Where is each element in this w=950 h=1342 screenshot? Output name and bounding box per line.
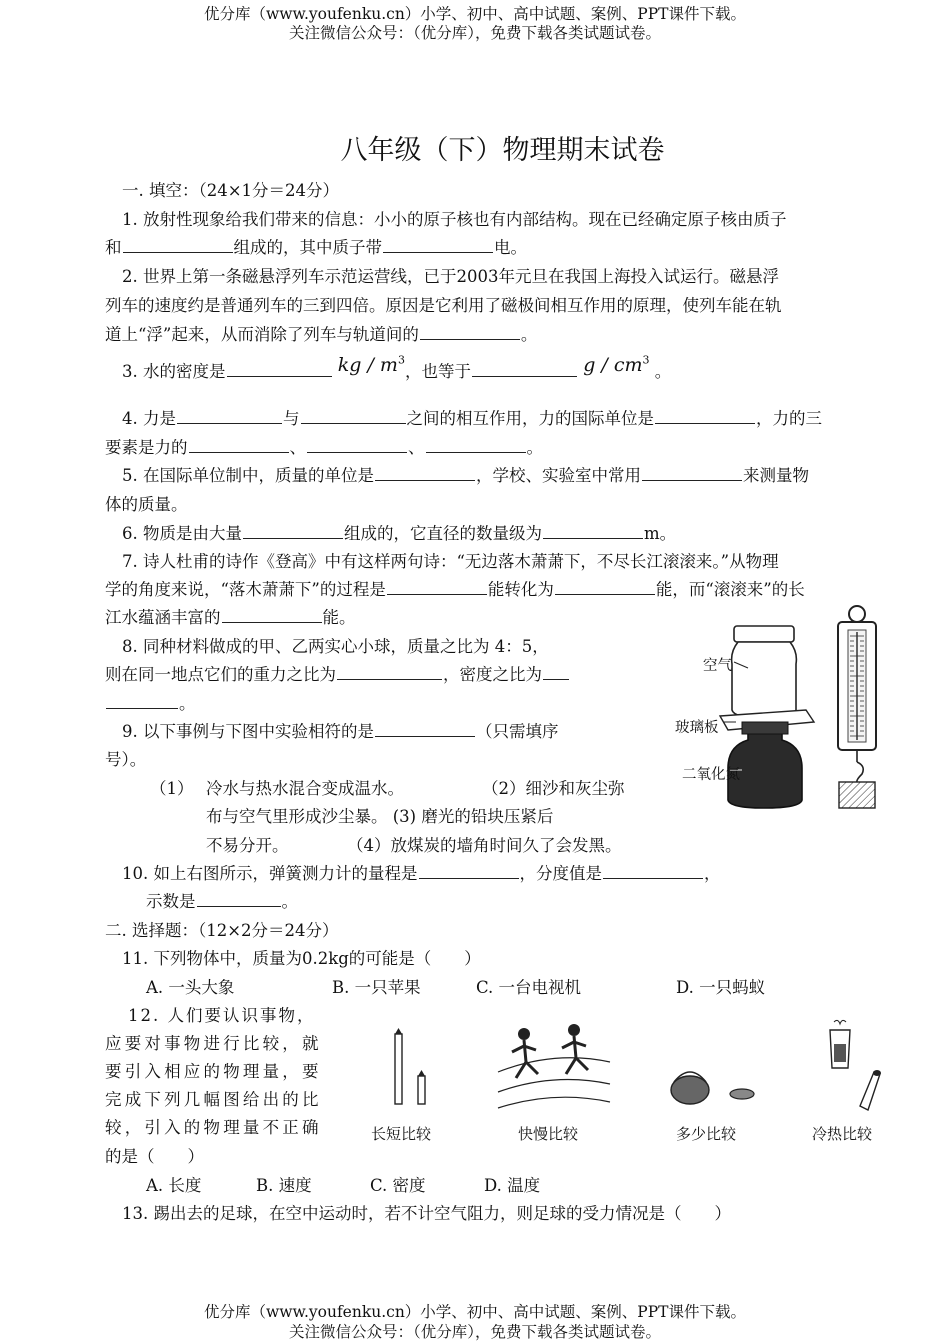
q3-line: 3. 水的密度是 kg / $m^3$，也等于 g / $cm^3$ 。 bbox=[122, 353, 672, 381]
section1-heading: 一. 填空：（24×1分＝24分） bbox=[122, 181, 340, 200]
q6-blank-1[interactable] bbox=[243, 523, 343, 539]
q9-option-1-text: 冷水与热水混合变成温水。 bbox=[206, 779, 404, 798]
upper-jar-mouth bbox=[734, 626, 794, 642]
q4-blank-6[interactable] bbox=[426, 437, 526, 453]
q8-blank-2b[interactable] bbox=[106, 693, 178, 709]
q5-line1: 5. 在国际单位制中，质量的单位是 ，学校、实验室中常用 来测量物 bbox=[122, 466, 809, 485]
section2-heading: 二. 选择题：（12×2分＝24分） bbox=[105, 921, 339, 940]
q1-line2: 和 组成的，其中质子带 电。 bbox=[105, 238, 527, 257]
caption-quantity: 多少比较 bbox=[676, 1125, 737, 1143]
q3-blank-2[interactable] bbox=[472, 361, 577, 377]
q3-unit-1: kg / $m^3$ bbox=[337, 353, 405, 376]
q8-line2: 则在同一地点它们的重力之比为 ，密度之比为 bbox=[105, 661, 570, 685]
q8-blank-2a[interactable] bbox=[543, 664, 569, 680]
q12-line6: 的是（ ） bbox=[105, 1147, 204, 1166]
q11-option-b[interactable]: B. 一只苹果 bbox=[332, 978, 421, 997]
figure-label-air: 空气 bbox=[703, 658, 732, 674]
q10-line2: 示数是 。 bbox=[146, 892, 298, 911]
q12-option-c[interactable]: C. 密度 bbox=[370, 1176, 426, 1195]
q10-blank-3[interactable] bbox=[197, 891, 281, 907]
q3-unit-2: g / $cm^3$ bbox=[583, 353, 650, 376]
q7-blank-3[interactable] bbox=[222, 607, 322, 623]
figure-label-no2: 二氧化氮 bbox=[682, 767, 740, 783]
q9-line1: 9. 以下事例与下图中实验相符的是 （只需填序 bbox=[122, 722, 559, 741]
q10-blank-2[interactable] bbox=[603, 863, 703, 879]
q4-blank-5[interactable] bbox=[307, 437, 407, 453]
q6-line: 6. 物质是由大量 组成的，它直径的数量级为 m。 bbox=[122, 524, 677, 543]
q12-option-d[interactable]: D. 温度 bbox=[484, 1176, 541, 1195]
scale-ring bbox=[849, 606, 865, 622]
caption-temperature: 冷热比较 bbox=[812, 1125, 873, 1143]
caption-speed: 快慢比较 bbox=[518, 1125, 579, 1143]
page-title: 八年级（下）物理期末试卷 bbox=[340, 135, 665, 166]
q12-option-b[interactable]: B. 速度 bbox=[256, 1176, 312, 1195]
q1-line1: 1. 放射性现象给我们带来的信息：小小的原子核也有内部结构。现在已经确定原子核由质子 bbox=[122, 210, 787, 229]
q2-blank[interactable] bbox=[420, 324, 520, 340]
q9-blank[interactable] bbox=[375, 721, 475, 737]
q12-line1: 12. 人们要认识事物， bbox=[128, 1006, 316, 1025]
q2-line1: 2. 世界上第一条磁悬浮列车示范运营线，已于2003年元旦在我国上海投入试运行。磁悬浮 bbox=[122, 267, 779, 286]
spring-scale-figure bbox=[826, 604, 896, 814]
lower-jar-neck bbox=[742, 722, 788, 734]
q9-line2: 号）。 bbox=[105, 750, 147, 769]
q8-line1: 8. 同种材料做成的甲、乙两实心小球，质量之比为 4：5， bbox=[122, 637, 549, 656]
q9-option-4: （4）放煤炭的墙角时间久了会发黑。 bbox=[347, 836, 622, 855]
q5-blank-2[interactable] bbox=[642, 465, 742, 481]
header-line-1: 优分库（www.youfenku.cn）小学、初中、高中试题、案例、PPT课件下载。 bbox=[203, 5, 747, 23]
q4-line1: 4. 力是 与 之间的相互作用，力的国际单位是 ，力的三 bbox=[122, 409, 822, 428]
scale-hook bbox=[857, 762, 863, 782]
q4-blank-2[interactable] bbox=[301, 408, 406, 424]
q10-line1: 10. 如上右图所示，弹簧测力计的量程是 ，分度值是 ， bbox=[122, 864, 721, 883]
speed-compare-image bbox=[494, 1022, 612, 1112]
q11-option-c[interactable]: C. 一台电视机 bbox=[476, 978, 582, 997]
q11-option-a[interactable]: A. 一头大象 bbox=[146, 978, 235, 997]
q7-line1: 7. 诗人杜甫的诗作《登高》中有这样两句诗：“无边落木萧萧下，不尽长江滚滚来。”从物理 bbox=[122, 552, 779, 571]
temperature-compare-image bbox=[820, 1018, 890, 1113]
scale-weight bbox=[839, 782, 875, 808]
q7-blank-1[interactable] bbox=[387, 579, 487, 595]
q9-option-3-end: 不易分开。 bbox=[206, 836, 289, 855]
figure-label-glass: 玻璃板 bbox=[675, 720, 719, 736]
q1-blank-2[interactable] bbox=[383, 237, 493, 253]
q12-line5: 较，引入的物理量不正确 bbox=[105, 1118, 322, 1137]
quantity-compare-image bbox=[668, 1060, 768, 1112]
q10-blank-1[interactable] bbox=[419, 863, 519, 879]
q4-line2: 要素是力的 、 、 。 bbox=[105, 438, 543, 457]
q7-line2: 学的角度来说，“落木萧萧下”的过程是 能转化为 能，而“滚滚来”的长 bbox=[105, 580, 805, 599]
footer-line-1: 优分库（www.youfenku.cn）小学、初中、高中试题、案例、PPT课件下载。 bbox=[203, 1303, 747, 1321]
q5-blank-1[interactable] bbox=[375, 465, 475, 481]
q1-blank-1[interactable] bbox=[123, 237, 233, 253]
q9-option-2: （2）细沙和灰尘弥 bbox=[482, 779, 625, 798]
q4-blank-1[interactable] bbox=[177, 408, 282, 424]
q3-blank-1[interactable] bbox=[227, 361, 332, 377]
q6-blank-2[interactable] bbox=[543, 523, 643, 539]
q5-line2: 体的质量。 bbox=[105, 495, 188, 514]
q2-line2: 列车的速度约是普通列车的三到四倍。原因是它利用了磁极间相互作用的原理，使列车能在轨 bbox=[105, 296, 782, 315]
q9-option-1-num: （1） bbox=[150, 779, 194, 798]
q11-option-d[interactable]: D. 一只蚂蚁 bbox=[676, 978, 766, 997]
q8-line3: 。 bbox=[105, 690, 196, 714]
q4-blank-3[interactable] bbox=[655, 408, 755, 424]
q12-line4: 完成下列几幅图给出的比 bbox=[105, 1090, 322, 1109]
q8-blank-1[interactable] bbox=[337, 664, 442, 680]
q13-stem: 13. 踢出去的足球，在空中运动时，若不计空气阻力，则足球的受力情况是（ ） bbox=[122, 1204, 731, 1223]
q9-option-line2: 布与空气里形成沙尘暴。 (3) 磨光的铅块压紧后 bbox=[206, 807, 554, 826]
q4-blank-4[interactable] bbox=[189, 437, 289, 453]
caption-length: 长短比较 bbox=[371, 1125, 432, 1143]
header-line-2: 关注微信公众号：（优分库），免费下载各类试题试卷。 bbox=[288, 24, 661, 42]
q12-line2: 应要对事物进行比较，就 bbox=[105, 1034, 322, 1053]
length-compare-image bbox=[388, 1028, 438, 1113]
q11-stem: 11. 下列物体中，质量为0.2kg的可能是（ ） bbox=[122, 949, 481, 968]
q7-blank-2[interactable] bbox=[555, 579, 655, 595]
q12-line3: 要引入相应的物理量，要 bbox=[105, 1062, 322, 1081]
q12-option-a[interactable]: A. 长度 bbox=[146, 1176, 202, 1195]
upper-jar-body bbox=[732, 642, 797, 718]
q7-line3: 江水蕴涵丰富的 能。 bbox=[105, 608, 356, 627]
q2-line3: 道上“浮”起来，从而消除了列车与轨道间的 。 bbox=[105, 325, 538, 344]
footer-line-2: 关注微信公众号：（优分库），免费下载各类试题试卷。 bbox=[288, 1323, 661, 1341]
